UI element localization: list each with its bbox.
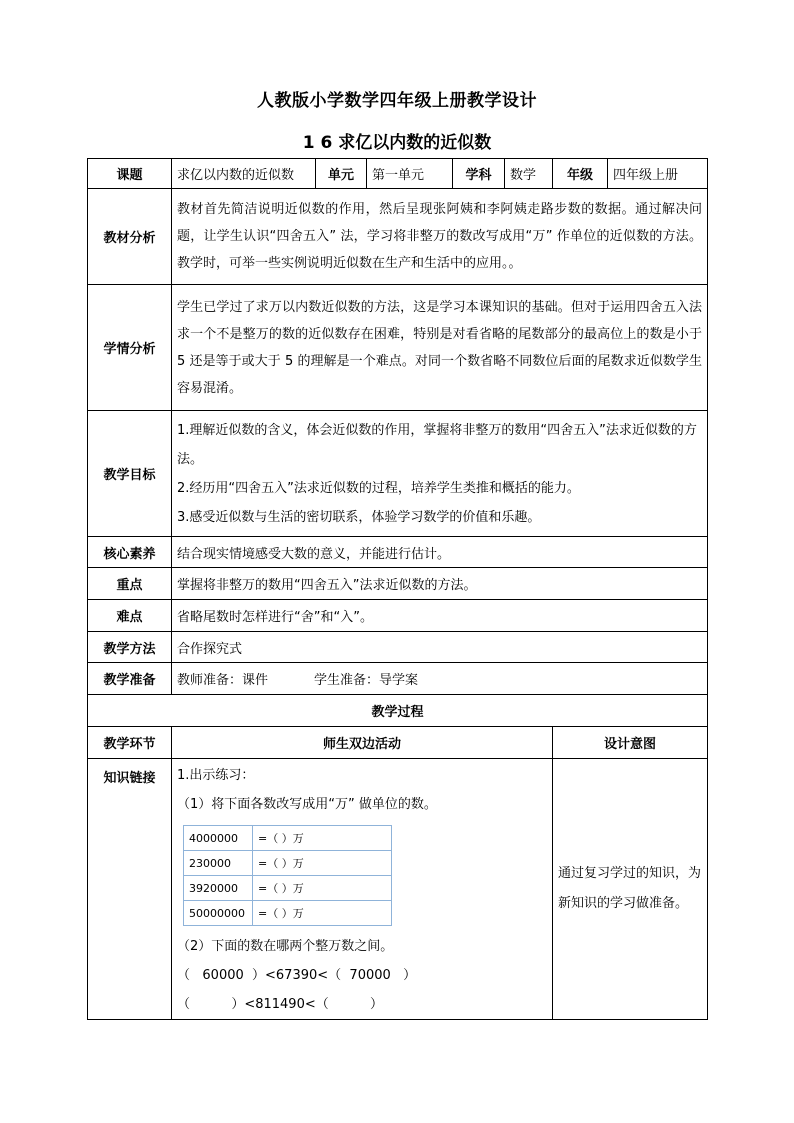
method-row [88, 632, 708, 663]
question-2-line-1: （ 60000 ）<67390<（ 70000 ） [177, 968, 417, 983]
knowledge-link-row [88, 759, 708, 1020]
method-text: 合作探究式 [172, 632, 708, 663]
objective-label: 教学目标 [88, 411, 172, 537]
step-name: 知识链接 [88, 759, 172, 1020]
grade-value: 四年级上册 [608, 159, 708, 189]
material-row [88, 189, 708, 285]
number-cell: 3920000 [184, 876, 253, 901]
document-title: 人教版小学数学四年级上册教学设计 [257, 91, 537, 111]
topic-label: 课题 [88, 159, 172, 189]
question-2: （2）下面的数在哪两个整万数之间。 [177, 939, 394, 954]
learner-text: 学生已学过了求万以内数近似数的方法，这是学习本课知识的基础。但对于运用四舍五入法求一个不是整万的数的近似数存在困难，特别是对看省略的尾数部分的最高位上的数是小于 5 还是等于或大于 5 的理解是一个难点。对同一个数省略不同数位后面的尾数求近似数学生容易混淆。 [172, 285, 708, 411]
objective-row [88, 411, 708, 537]
objective-item: 2.经历用“四舍五入”法求近似数的过程，培养学生类推和概括的能力。 [177, 480, 580, 496]
prep-content [172, 663, 708, 695]
difficulty-text: 省略尾数时怎样进行“舍”和“入”。 [172, 600, 708, 632]
learner-row [88, 285, 708, 411]
number-cell: 50000000 [184, 901, 253, 926]
table-row [184, 876, 392, 901]
question-2-line-2: （ ）<811490<（ ） [177, 997, 384, 1012]
prep-student: 学生准备：导学案 [314, 673, 419, 688]
objective-list [172, 411, 708, 537]
info-row [88, 159, 708, 189]
activity-cell [172, 759, 553, 1020]
literacy-text: 结合现实情境感受大数的意义，并能进行估计。 [172, 537, 708, 568]
prep-label: 教学准备 [88, 663, 172, 695]
keypoint-text: 掌握将非整万的数用“四舍五入”法求近似数的方法。 [172, 568, 708, 600]
literacy-row [88, 537, 708, 568]
learner-label: 学情分析 [88, 285, 172, 411]
process-title: 教学过程 [88, 695, 708, 727]
process-header-row [88, 727, 708, 759]
number-cell: 4000000 [184, 826, 253, 851]
keypoint-row [88, 568, 708, 600]
literacy-label: 核心素养 [88, 537, 172, 568]
col-intent-header: 设计意图 [553, 727, 708, 759]
topic-value: 求亿以内数的近似数 [172, 159, 316, 189]
grade-label: 年级 [553, 159, 608, 189]
subject-value: 数学 [505, 159, 553, 189]
answer-cell: =（ ）万 [253, 901, 392, 926]
unit-value: 第一单元 [367, 159, 453, 189]
prep-teacher: 教师准备：课件 [177, 673, 269, 688]
objective-item: 1.理解近似数的含义，体会近似数的作用，掌握将非整万的数用“四舍五入”法求近似数的方法。 [177, 422, 697, 467]
lesson-plan-table [87, 158, 708, 1020]
number-cell: 230000 [184, 851, 253, 876]
material-text: 教材首先简洁说明近似数的作用，然后呈现张阿姨和李阿姨走路步数的数据。通过解决问题，让学生认识“四舍五入” 法，学习将非整万的数改写成用“万” 作单位的近似数的方法。教学时，可举一些实例说明近似数在生产和生活中的应用。。 [172, 189, 708, 285]
keypoint-label: 重点 [88, 568, 172, 600]
conversion-table [183, 825, 392, 926]
answer-cell: =（ ）万 [253, 826, 392, 851]
table-row [184, 901, 392, 926]
process-title-row [88, 695, 708, 727]
col-step-header: 教学环节 [88, 727, 172, 759]
col-activity-header: 师生双边活动 [172, 727, 553, 759]
objective-item: 3.感受近似数与生活的密切联系，体验学习数学的价值和乐趣。 [177, 509, 541, 525]
table-row [184, 851, 392, 876]
prep-row [88, 663, 708, 695]
material-label: 教材分析 [88, 189, 172, 285]
question-1: （1）将下面各数改写成用“万” 做单位的数。 [177, 797, 437, 812]
unit-label: 单元 [316, 159, 367, 189]
answer-cell: =（ ）万 [253, 876, 392, 901]
lesson-title: 1 6 求亿以内数的近似数 [302, 133, 492, 153]
table-row [184, 826, 392, 851]
answer-cell: =（ ）万 [253, 851, 392, 876]
difficulty-row [88, 600, 708, 632]
subject-label: 学科 [453, 159, 505, 189]
difficulty-label: 难点 [88, 600, 172, 632]
intent-text: 通过复习学过的知识，为新知识的学习做准备。 [553, 759, 708, 1020]
method-label: 教学方法 [88, 632, 172, 663]
exercise-title: 1.出示练习： [177, 768, 255, 783]
